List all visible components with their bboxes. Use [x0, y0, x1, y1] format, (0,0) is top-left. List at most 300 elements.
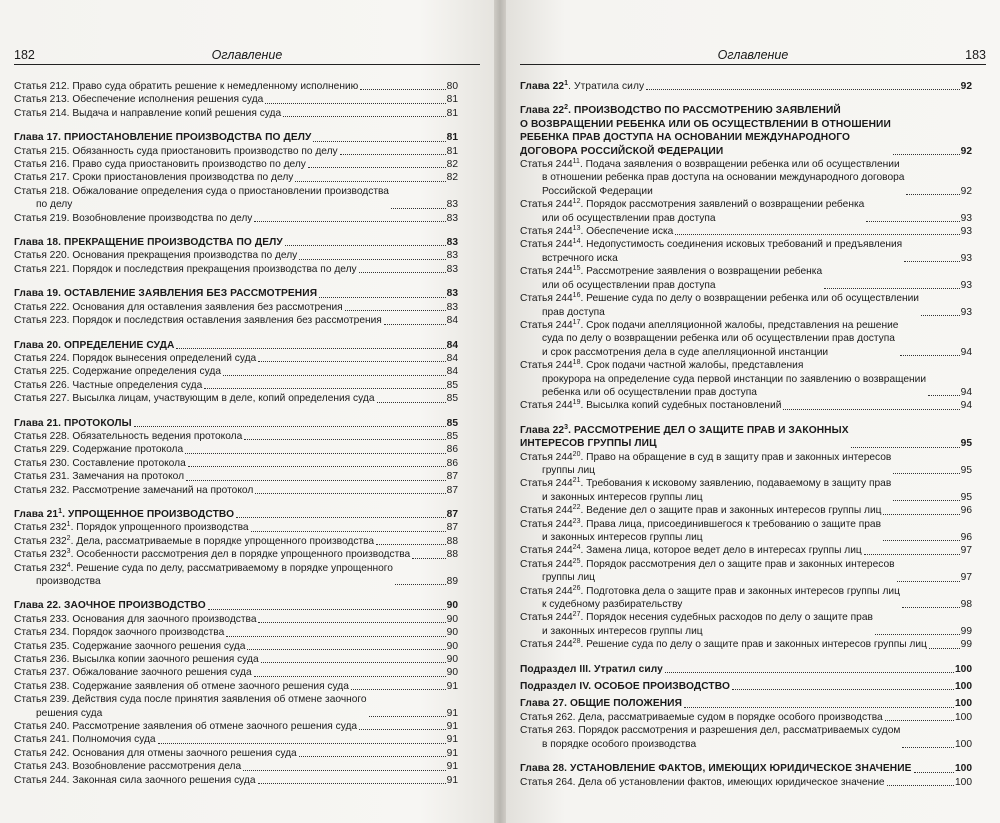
toc-chapter: [14, 339, 458, 352]
toc-page-number: 86: [446, 457, 458, 469]
dot-leader: [376, 543, 446, 545]
dot-leader: [866, 220, 959, 222]
toc-page-number: 90: [446, 654, 458, 666]
dot-leader: [902, 606, 960, 608]
toc-page-number: 85: [446, 379, 458, 391]
toc-page-number: 95: [960, 491, 972, 503]
toc-title-prefix: Статья 244: [520, 585, 573, 597]
dot-leader: [369, 715, 446, 717]
toc-entry: [14, 158, 458, 171]
toc-title: Статья 264. Дела об установлении фактов, имеющих юридическое значение: [520, 776, 885, 788]
toc-title: Статья 217. Сроки приостановления производства по делу: [14, 172, 294, 184]
dot-leader: [345, 309, 446, 311]
dot-leader: [902, 746, 954, 748]
toc-title-block: [520, 158, 904, 198]
toc-page-number: 88: [446, 535, 458, 547]
toc-entry: [520, 158, 972, 198]
toc-title: [520, 198, 864, 211]
toc-title-continuation: [520, 346, 898, 359]
toc-title-block: [520, 238, 902, 265]
toc-title: [520, 558, 895, 571]
toc-entry: [14, 107, 458, 120]
toc-page-number: 96: [960, 505, 972, 517]
toc-title-suffix: . Особенности рассмотрения дел в порядке упрощенного производства: [70, 549, 411, 561]
dot-leader: [883, 513, 959, 515]
toc-title-superscript: 17: [572, 318, 581, 326]
toc-title-continuation: [520, 571, 895, 584]
toc-entry: [14, 430, 458, 443]
dot-leader: [897, 580, 960, 582]
toc-page-number: 87: [446, 484, 458, 496]
toc-chapter: [520, 680, 972, 693]
header-title: Оглавление: [211, 48, 283, 62]
toc-page-number: 100: [955, 663, 972, 675]
toc-page-number: 81: [446, 132, 458, 144]
toc-page-number: 84: [446, 339, 458, 351]
toc-chapter: [14, 417, 458, 430]
dot-leader: [391, 207, 446, 209]
toc-page-number: 82: [446, 172, 458, 184]
toc-title-line: и срок рассмотрения дела в суде апелляционной инстанции: [542, 346, 829, 358]
toc-page-number: 95: [960, 464, 972, 476]
toc-title-superscript: 25: [572, 557, 581, 565]
toc-title-superscript: 11: [572, 158, 580, 166]
toc-page-number: 93: [960, 306, 972, 318]
toc-title: Глава 20. ОПРЕДЕЛЕНИЕ СУДА: [14, 339, 175, 351]
toc-title: [520, 265, 822, 278]
toc-title-prefix: Статья 244: [520, 360, 573, 372]
toc-title: [520, 158, 904, 171]
dot-leader: [299, 258, 445, 260]
toc-chapter: [14, 236, 458, 249]
toc-title-line: . Подготовка дела о защите прав и законных интересов группы лиц: [580, 585, 900, 597]
toc-entry: [14, 562, 458, 589]
dot-leader: [684, 706, 954, 708]
toc-entry: [520, 451, 972, 478]
toc-page-number: 83: [446, 212, 458, 224]
toc-title-continuation: [520, 531, 881, 544]
toc-title-line: . Срок подачи апелляционной жалобы, представления на решение: [580, 319, 899, 331]
toc-entry: [14, 720, 458, 733]
left-page: [0, 0, 494, 823]
toc-title-prefix: Статья 244: [520, 226, 573, 238]
toc-page-number: 94: [960, 346, 972, 358]
dot-leader: [883, 539, 960, 541]
toc-entry: [14, 680, 458, 693]
toc-title: [14, 521, 249, 534]
toc-title: [520, 225, 673, 238]
toc-entry: [520, 711, 972, 724]
toc-title-block: [520, 518, 881, 545]
toc-title: Статья 220. Основания прекращения производства по делу: [14, 250, 298, 262]
dot-leader: [359, 271, 446, 273]
toc-page-number: 85: [446, 430, 458, 442]
toc-entry: [520, 518, 972, 545]
toc-page-number: 99: [960, 639, 972, 651]
toc-title: Статья 223. Порядок и последствия оставления заявления без рассмотрения: [14, 315, 382, 327]
toc-page-number: 100: [955, 711, 972, 723]
toc-title-superscript: 18: [572, 359, 581, 367]
toc-entry: [14, 352, 458, 365]
toc-title-continuation: [520, 437, 849, 450]
toc-title-superscript: 21: [572, 477, 581, 485]
toc-page-number: 84: [446, 352, 458, 364]
toc-chapter: [520, 762, 972, 775]
toc-chapter: [520, 80, 972, 93]
dot-leader: [295, 180, 445, 182]
toc-entry: [14, 626, 458, 639]
dot-leader: [308, 166, 446, 168]
toc-entry: [14, 640, 458, 653]
toc-page-number: 100: [955, 698, 972, 710]
toc-title-line: прав доступа: [542, 306, 605, 318]
toc-title: Статья 221. Порядок и последствия прекращения производства по делу: [14, 263, 357, 275]
toc-entry: [14, 365, 458, 378]
toc-title-line: Российской Федерации: [542, 185, 653, 197]
dot-leader: [675, 233, 959, 235]
toc-page-number: 90: [446, 627, 458, 639]
toc-title: Глава 21. ПРОТОКОЛЫ: [14, 417, 132, 429]
toc-title-line: и законных интересов группы лиц: [542, 532, 703, 543]
toc-title: [14, 548, 410, 561]
toc-title-suffix: . Обеспечение иска: [580, 226, 674, 238]
toc-title: [520, 399, 781, 412]
toc-title: Статья 243. Возобновление рассмотрения дела: [14, 761, 242, 773]
toc-entry: [520, 319, 972, 359]
dot-leader: [929, 647, 960, 649]
toc-entry: [14, 145, 458, 158]
dot-leader: [359, 728, 446, 730]
toc-title-superscript: 28: [572, 638, 581, 646]
toc-entry: [520, 544, 972, 557]
toc-title-block: [520, 451, 891, 478]
toc-title-prefix: Глава 22: [520, 424, 565, 436]
toc-page-number: 91: [446, 734, 458, 746]
toc-title-continuation: [520, 279, 822, 292]
toc-title-line: в отношении ребенка прав доступа на основании международного договора: [542, 172, 905, 184]
toc-title-prefix: Статья 244: [520, 400, 573, 412]
toc-title: Статья 212. Право суда обратить решение к немедленному исполнению: [14, 81, 359, 92]
toc-title-continuation: [520, 252, 902, 265]
toc-title-block: [520, 104, 891, 158]
dot-leader: [283, 115, 445, 117]
toc-title-block: [520, 265, 822, 292]
toc-title: [14, 535, 374, 548]
toc-title: [520, 518, 881, 531]
toc-page-number: 80: [446, 81, 458, 92]
toc-title: [520, 292, 919, 305]
toc-page-number: 82: [446, 159, 458, 171]
toc-title-block: [14, 693, 367, 720]
dot-leader: [186, 479, 446, 481]
toc-title-superscript: 16: [572, 292, 581, 300]
toc-title-suffix: . Высылка копий судебных постановлений: [580, 400, 782, 412]
dot-leader: [236, 516, 446, 518]
toc-page-number: 93: [960, 252, 972, 264]
table-of-contents: [14, 80, 458, 787]
toc-title-line: . РАССМОТРЕНИЕ ДЕЛ О ЗАЩИТЕ ПРАВ И ЗАКОННЫХ: [568, 424, 849, 436]
toc-title-suffix: . Утратила силу: [568, 81, 645, 92]
toc-title-continuation: [520, 171, 904, 184]
toc-title-continuation: [520, 306, 919, 319]
toc-page-number: 91: [446, 747, 458, 759]
toc-title-suffix: . Замена лица, которое ведет дело в интересах группы лиц: [580, 545, 862, 557]
toc-page-number: 91: [446, 680, 458, 692]
toc-title: [520, 80, 644, 93]
toc-title: Статья 225. Содержание определения суда: [14, 366, 221, 378]
toc-entry: [520, 225, 972, 238]
toc-page-number: 92: [960, 81, 972, 92]
toc-title-superscript: 2: [66, 534, 71, 542]
toc-title-line: или об осуществлении прав доступа: [542, 279, 716, 291]
toc-entry: [14, 613, 458, 626]
toc-page-number: 92: [960, 145, 972, 157]
toc-title-block: [520, 558, 895, 585]
toc-title: Статья 218. Обжалование определения суда о приостановлении производства: [14, 185, 389, 197]
dot-leader: [384, 323, 446, 325]
toc-title: Подраздел IV. ОСОБОЕ ПРОИЗВОДСТВО: [520, 681, 730, 693]
toc-chapter: [14, 599, 458, 612]
toc-title-continuation: [520, 491, 891, 504]
toc-title-line: . Рассмотрение заявления о возвращении ребенка: [580, 266, 823, 278]
toc-title-line: ДОГОВОРА РОССИЙСКОЙ ФЕДЕРАЦИИ: [520, 145, 724, 157]
toc-title-continuation: в порядке особого производства: [542, 738, 697, 750]
toc-page-number: 84: [446, 315, 458, 327]
toc-title-superscript: 13: [572, 225, 581, 233]
toc-title-continuation: [520, 212, 864, 225]
toc-title-block: [14, 185, 389, 212]
toc-chapter: [14, 131, 458, 144]
toc-page-number: 95: [960, 438, 972, 450]
toc-title: Статья 226. Частные определения суда: [14, 379, 203, 391]
toc-title-continuation: [520, 598, 900, 611]
toc-entry: [14, 733, 458, 746]
dot-leader: [885, 719, 954, 721]
toc-page-number: 90: [446, 667, 458, 679]
toc-page-number: 89: [446, 576, 458, 587]
dot-leader: [204, 387, 445, 389]
toc-page-number: 91: [446, 761, 458, 773]
toc-title-suffix: . Ведение дел о защите прав и законных интересов группы лиц: [580, 505, 882, 517]
toc-title: Статья 242. Основания для отмены заочного решения суда: [14, 747, 297, 759]
dot-leader: [732, 688, 954, 690]
toc-page-number: 83: [446, 301, 458, 313]
toc-entry: [14, 249, 458, 262]
toc-title: [520, 638, 927, 651]
toc-page-number: 91: [446, 774, 458, 786]
toc-title-superscript: 14: [572, 238, 581, 246]
toc-title: Глава 27. ОБЩИЕ ПОЛОЖЕНИЯ: [520, 698, 683, 710]
toc-entry: [14, 80, 458, 93]
dot-leader: [395, 583, 446, 585]
toc-title: Статья 233. Основания для заочного производства: [14, 613, 257, 625]
toc-title: Статья 236. Высылка копии заочного решения суда: [14, 654, 259, 666]
toc-page-number: 81: [446, 107, 458, 119]
toc-title-prefix: Статья 244: [520, 293, 573, 305]
toc-page-number: 81: [446, 145, 458, 157]
toc-title-line: группы лиц: [542, 572, 596, 584]
dot-leader: [360, 88, 445, 90]
toc-title-line: или об осуществлении прав доступа: [542, 212, 716, 224]
toc-title-line: . Порядок несения судебных расходов по делу о защите прав: [580, 612, 873, 624]
toc-title: Глава 17. ПРИОСТАНОВЛЕНИЕ ПРОИЗВОДСТВА ПО ДЕЛУ: [14, 132, 312, 144]
page-header: [520, 46, 986, 65]
toc-title-superscript: 1: [564, 80, 569, 87]
toc-title: Статья 222. Основания для оставления заявления без рассмотрения: [14, 301, 343, 313]
dot-leader: [244, 438, 445, 440]
toc-entry: [14, 457, 458, 470]
toc-title-line: . Подача заявления о возвращении ребенка или об осуществлении: [579, 159, 900, 171]
toc-title-superscript: 2: [564, 104, 569, 112]
toc-title-line: . Порядок рассмотрения заявлений о возвращении ребенка: [580, 199, 865, 211]
dot-leader: [265, 102, 445, 104]
dot-leader: [258, 621, 445, 623]
toc-title: Статья 229. Содержание протокола: [14, 444, 184, 456]
toc-entry: [14, 521, 458, 534]
header-title: Оглавление: [717, 48, 789, 62]
toc-title: Статья 227. Высылка лицам, участвующим в деле, копий определения суда: [14, 393, 375, 405]
toc-title-block: [520, 319, 898, 359]
toc-title-line: и законных интересов группы лиц: [542, 491, 703, 503]
dot-leader: [247, 648, 445, 650]
toc-title: Глава 18. ПРЕКРАЩЕНИЕ ПРОИЗВОДСТВА ПО ДЕЛУ: [14, 237, 283, 249]
toc-page-number: 86: [446, 444, 458, 456]
dot-leader: [921, 314, 960, 316]
toc-title-prefix: Статья 232: [14, 522, 67, 534]
toc-title-continuation: производства: [36, 576, 101, 587]
toc-title-block: [520, 198, 864, 225]
dot-leader: [875, 633, 960, 635]
toc-entry: [14, 774, 458, 787]
toc-title-prefix: Статья 244: [520, 639, 573, 651]
dot-leader: [258, 360, 445, 362]
toc-title: Статья 234. Порядок заочного производства: [14, 627, 225, 639]
toc-chapter: [520, 663, 972, 676]
toc-entry: [520, 776, 972, 789]
toc-title-superscript: 3: [66, 548, 71, 556]
toc-title-continuation: [520, 185, 904, 198]
toc-title-block: [520, 585, 900, 612]
dot-leader: [261, 661, 446, 663]
toc-page-number: 83: [446, 237, 458, 249]
toc-entry: [520, 585, 972, 612]
toc-page-number: 91: [446, 707, 458, 719]
toc-title-continuation: решения суда: [36, 707, 103, 719]
toc-title-superscript: 24: [572, 544, 581, 552]
toc-entry: [520, 504, 972, 517]
dot-leader: [319, 296, 446, 298]
toc-title-prefix: Глава 22: [520, 81, 565, 92]
toc-title: [520, 424, 849, 437]
toc-title-suffix: . Решение суда по делу о защите прав и законных интересов группы лиц: [580, 639, 927, 651]
toc-title: Статья 237. Обжалование заочного решения суда: [14, 667, 252, 679]
toc-title-block: [520, 292, 919, 319]
right-page: [506, 0, 1000, 823]
toc-page-number: 96: [960, 532, 972, 543]
toc-page-number: 100: [955, 681, 972, 693]
toc-title-line: . Право на обращение в суд в защиту прав и законных интересов: [580, 451, 892, 463]
dot-leader: [665, 671, 954, 673]
toc-page-number: 90: [446, 613, 458, 625]
toc-title-continuation: [520, 118, 891, 131]
toc-page-number: 85: [446, 393, 458, 405]
toc-entry: [14, 653, 458, 666]
toc-title-suffix: . УПРОЩЕННОЕ ПРОИЗВОДСТВО: [62, 508, 235, 520]
toc-title-line: . ПРОИЗВОДСТВО ПО РАССМОТРЕНИЮ ЗАЯВЛЕНИЙ: [568, 105, 841, 117]
toc-title: Статья 262. Дела, рассматриваемые судом в порядке особого производства: [520, 711, 883, 723]
toc-title: Статья 238. Содержание заявления об отмене заочного решения суда: [14, 680, 349, 692]
toc-title-line: к судебному разбирательству: [542, 599, 683, 611]
table-of-contents: [520, 80, 972, 789]
toc-title-continuation: [520, 373, 926, 386]
toc-page-number: 98: [960, 599, 972, 611]
toc-title-block: [520, 477, 891, 504]
toc-entry: [14, 93, 458, 106]
toc-entry: [14, 443, 458, 456]
dot-leader: [412, 557, 445, 559]
toc-title-prefix: Статья 244: [520, 266, 573, 278]
toc-title: Статья 224. Порядок вынесения определений суда: [14, 352, 257, 364]
toc-title-prefix: Статья 244: [520, 518, 573, 530]
toc-entry: [14, 666, 458, 679]
dot-leader: [299, 755, 446, 757]
toc-page-number: 97: [960, 545, 972, 557]
toc-title-line: и законных интересов группы лиц: [542, 625, 703, 637]
page-number: 182: [14, 48, 35, 62]
toc-title-line: встречного иска: [542, 252, 618, 264]
dot-leader: [928, 394, 960, 396]
toc-title-prefix: Статья 244: [520, 612, 573, 624]
toc-entry: [14, 379, 458, 392]
dot-leader: [900, 354, 959, 356]
toc-entry: [520, 399, 972, 412]
toc-title: [520, 319, 898, 332]
dot-leader: [893, 153, 960, 155]
toc-title: Глава 19. ОСТАВЛЕНИЕ ЗАЯВЛЕНИЯ БЕЗ РАССМОТРЕНИЯ: [14, 288, 318, 300]
toc-title-suffix: . Порядок упрощенного производства: [70, 522, 249, 534]
toc-page-number: 87: [446, 522, 458, 534]
toc-chapter: [520, 104, 972, 158]
toc-title-block: [14, 562, 393, 589]
toc-title-line: ребенка или об осуществлении прав доступа: [542, 386, 757, 398]
toc-title-line: . Срок подачи частной жалобы, представления: [580, 360, 804, 372]
dot-leader: [783, 408, 959, 410]
toc-title-line: РЕБЕНКА ПРАВ ДОСТУПА НА ОСНОВАНИИ МЕЖДУНАРОДНОГО: [520, 132, 851, 144]
toc-title-line: суда по делу о возвращении ребенка или об осуществлении прав доступа: [542, 333, 895, 345]
toc-title-prefix: Статья 244: [520, 558, 573, 570]
toc-title-prefix: Статья 244: [520, 478, 573, 490]
toc-title-line: . Решение суда по делу о возвращении ребенка или об осуществлении: [580, 293, 920, 305]
toc-title: [520, 451, 891, 464]
dot-leader: [887, 784, 954, 786]
dot-leader: [254, 675, 446, 677]
dot-leader: [906, 193, 959, 195]
toc-title-prefix: Статья 244: [520, 545, 573, 557]
book-gutter: [494, 0, 506, 823]
toc-entry: [14, 263, 458, 276]
toc-entry: [14, 314, 458, 327]
toc-title: [520, 544, 862, 557]
toc-entry: [520, 611, 972, 638]
toc-entry: [14, 747, 458, 760]
dot-leader: [285, 244, 446, 246]
toc-page-number: 87: [446, 508, 458, 520]
dot-leader: [914, 771, 954, 773]
toc-title-continuation: по делу: [36, 199, 73, 211]
toc-title-prefix: Статья 244: [520, 199, 573, 211]
toc-title: [520, 359, 926, 372]
toc-title-superscript: 15: [572, 265, 581, 273]
